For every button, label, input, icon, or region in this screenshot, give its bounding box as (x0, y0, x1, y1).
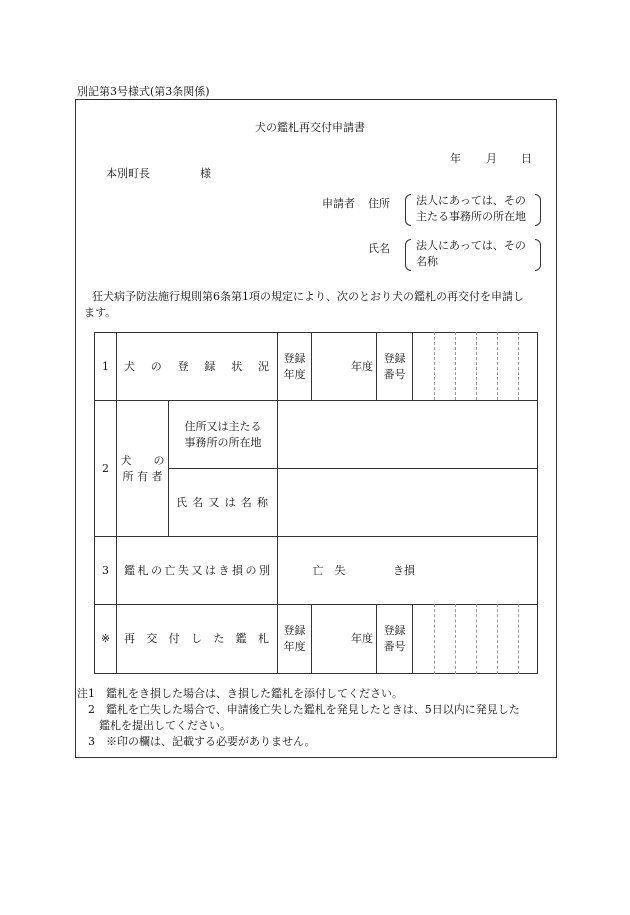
registration-number-label: 登録 番号 (383, 351, 406, 381)
bracket-left (405, 194, 411, 226)
date-month: 月 (486, 152, 497, 165)
registration-number-field[interactable] (413, 605, 537, 673)
address-note: 法人にあっては、その 主たる事務所の所在地 (416, 194, 526, 223)
owner-address-field[interactable] (278, 401, 537, 468)
addressee-suffix: 様 (200, 167, 211, 180)
option-damaged[interactable]: き損 (393, 563, 415, 577)
registration-year-field[interactable]: 年度 (351, 632, 373, 645)
option-lost[interactable]: 亡 失 (312, 563, 346, 577)
registration-year-label: 登録 年度 (283, 351, 306, 381)
bracket-right (535, 194, 541, 226)
row-number: ※ (100, 632, 111, 645)
registration-year-field[interactable]: 年度 (351, 359, 373, 373)
addressee-name: 本別町長 (106, 167, 150, 180)
bracket-left (405, 239, 411, 271)
form-number-label: 別記第3号様式(第3条関係) (77, 85, 210, 98)
row-number: 2 (102, 461, 109, 475)
application-table (94, 332, 538, 674)
note-3: 3 ※印の欄は、記載する必要がありません。 (77, 735, 316, 748)
body-text: 狂犬病予防法施行規則第6条第1項の規定により、次のとおり犬の鑑札の再交付を申請し ます。 (84, 290, 524, 319)
owner-address-label: 住所又は主たる 事務所の所在地 (184, 419, 262, 449)
applicant-label: 申請者 (322, 197, 355, 210)
bracket-right (535, 239, 541, 271)
dog-registration-status-label: 犬 の 登 録 状 況 (124, 359, 269, 373)
name-label: 氏名 (368, 242, 390, 255)
registration-number-field[interactable] (413, 333, 537, 400)
address-label: 住所 (368, 197, 390, 210)
date-day: 日 (521, 152, 532, 165)
row-number: 3 (102, 563, 109, 577)
registration-number-label: 登録 番号 (383, 624, 406, 653)
loss-or-damage-label: 鑑 札 の 亡 失 又 は き 損 の 別 (124, 563, 270, 577)
name-note: 法人にあっては、その 名称 (416, 239, 526, 268)
owner-name-label: 氏 名 又 は 名 称 (176, 495, 268, 509)
owner-name-field[interactable] (278, 469, 537, 536)
note-1: 注1 鑑札をき損した場合は、き損した鑑札を添付してください。 (77, 687, 403, 700)
note-2-continued: 鑑札を提出してください。 (77, 719, 231, 732)
note-2: 2 鑑札を亡失した場合で、申請後亡失した鑑札を発見したときは、5日以内に発見した (77, 703, 520, 716)
registration-year-label: 登録 年度 (283, 624, 306, 653)
date-year: 年 (450, 152, 461, 165)
form-title: 犬の鑑札再交付申請書 (255, 121, 365, 134)
reissued-tag-label: 再 交 付 し た 鑑 札 (124, 632, 269, 645)
dog-owner-label: 犬 の 所 有 者 (120, 453, 165, 483)
row-number: 1 (102, 359, 109, 373)
